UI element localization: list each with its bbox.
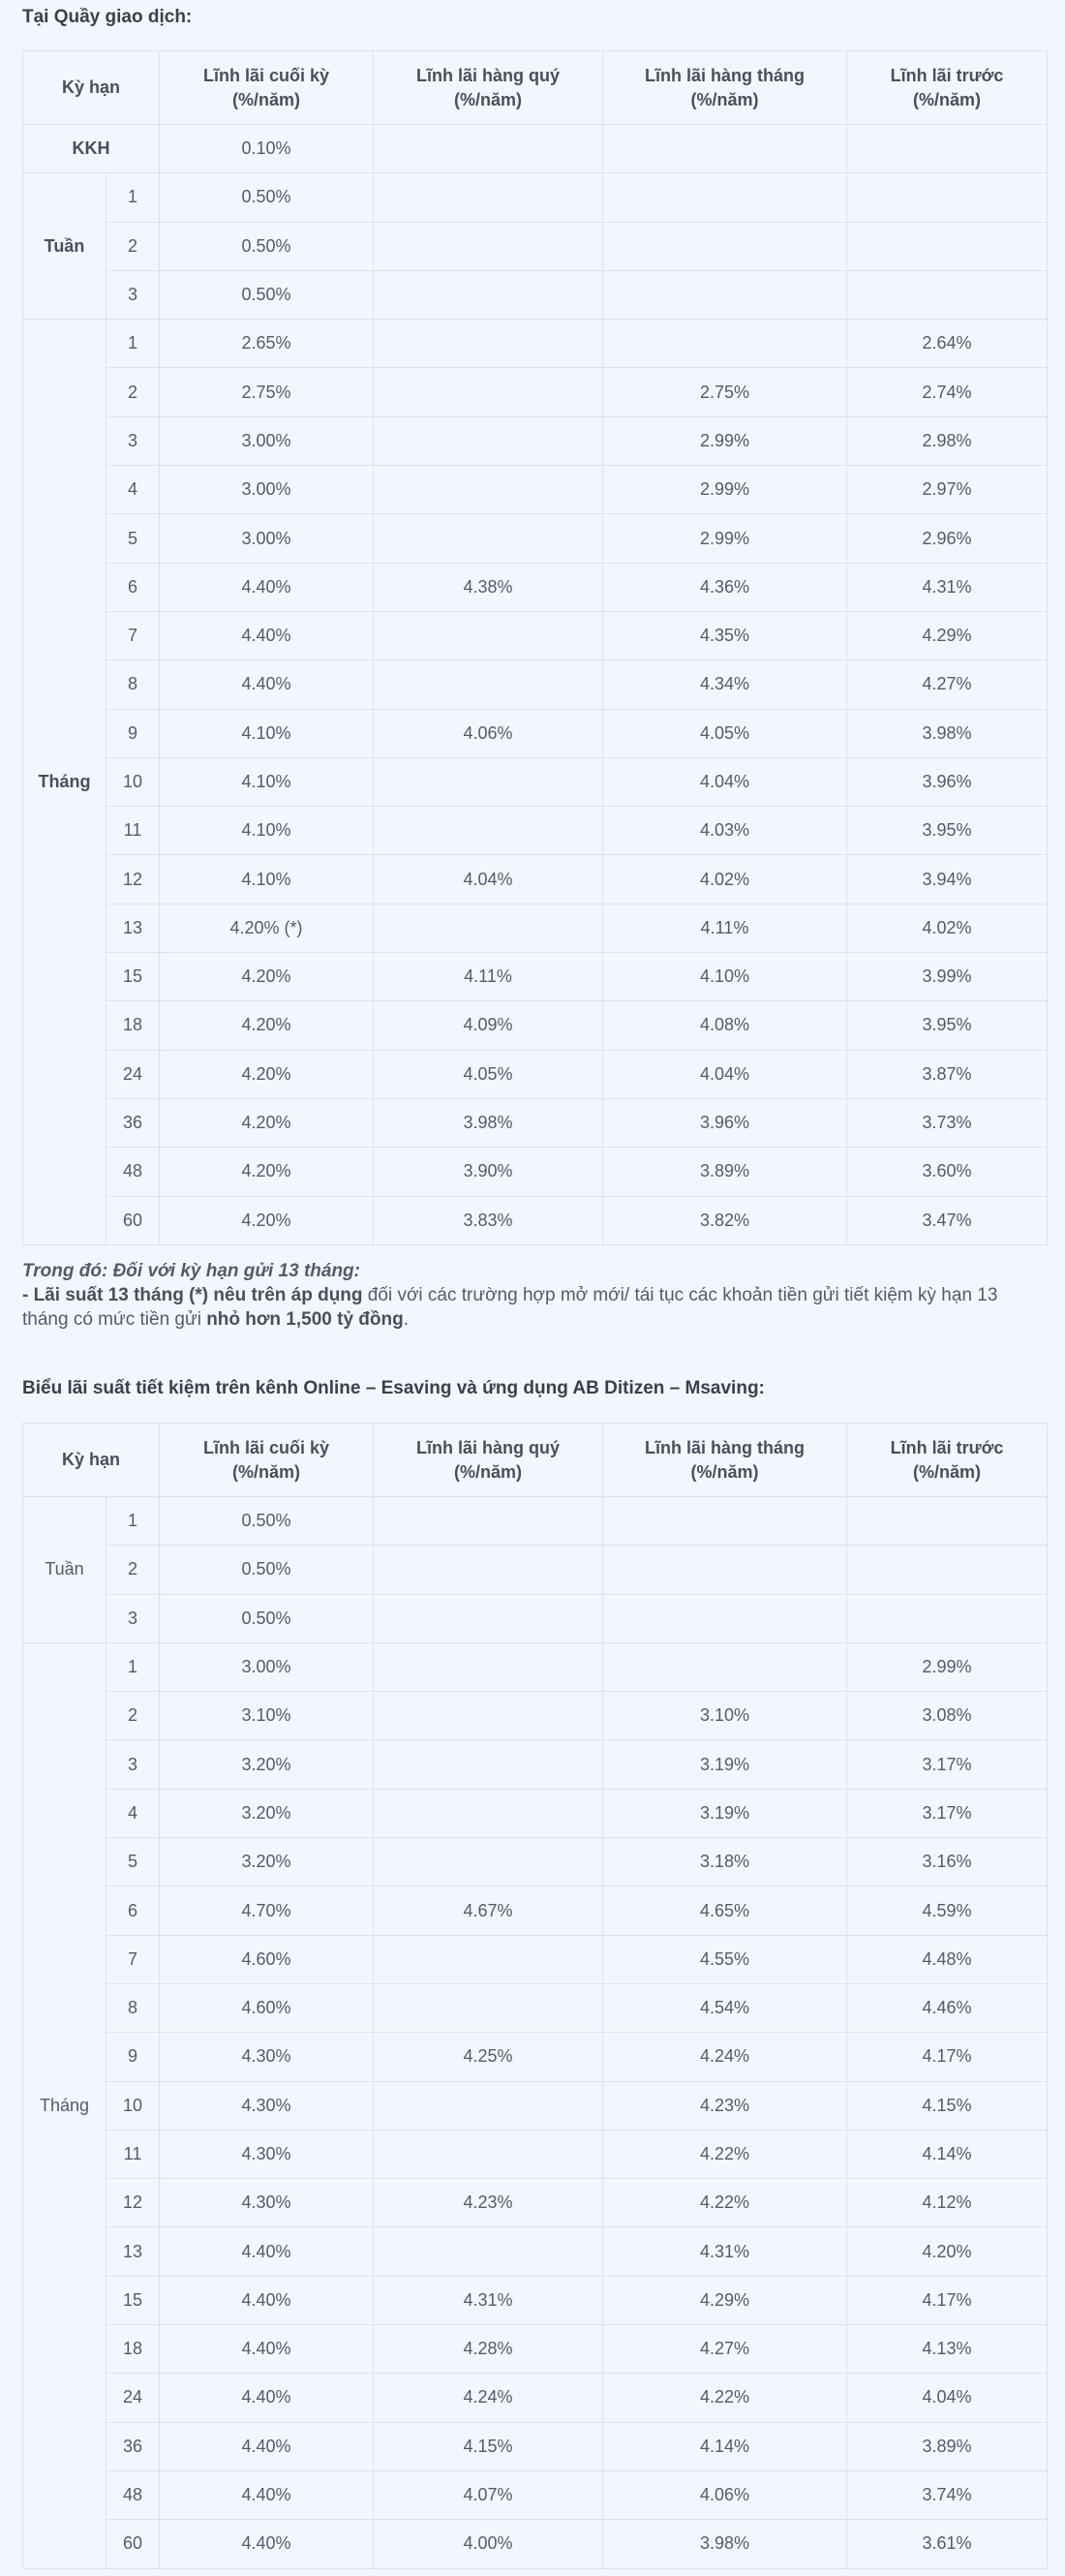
table-row [23, 611, 1048, 659]
cell-end: 2.75% [160, 368, 374, 416]
cell-prepaid: 3.60% [847, 1148, 1048, 1196]
cell-end: 4.40% [160, 2374, 374, 2422]
cell-term: 2 [106, 1546, 160, 1594]
cell-quarterly: 3.83% [374, 1196, 603, 1244]
cell-quarterly [374, 1594, 603, 1642]
cell-quarterly: 4.38% [374, 563, 603, 611]
table-row [23, 514, 1048, 563]
cell-prepaid [847, 125, 1048, 173]
cell-end: 4.30% [160, 2179, 374, 2227]
cell-prepaid [847, 1546, 1048, 1594]
cell-prepaid: 3.73% [847, 1098, 1048, 1147]
cell-quarterly: 4.00% [374, 2520, 603, 2568]
cell-end: 0.50% [160, 1594, 374, 1642]
cell-end: 4.20% [160, 953, 374, 1001]
cell-term: 13 [106, 2227, 160, 2276]
cell-prepaid: 4.17% [847, 2276, 1048, 2324]
header-monthly: Lĩnh lãi hàng tháng (%/năm) [603, 51, 847, 125]
cell-prepaid: 2.97% [847, 466, 1048, 514]
group-label: Tháng [23, 1642, 106, 2568]
cell-end: 4.30% [160, 2130, 374, 2178]
cell-quarterly [374, 1642, 603, 1691]
cell-prepaid: 3.17% [847, 1789, 1048, 1837]
cell-monthly [603, 125, 847, 173]
cell-prepaid: 4.20% [847, 2227, 1048, 2276]
cell-term: 2 [106, 222, 160, 270]
table-row [23, 1546, 1048, 1594]
cell-end: 4.30% [160, 2033, 374, 2081]
table-row [23, 416, 1048, 465]
cell-quarterly [374, 1789, 603, 1837]
table-row [23, 173, 1048, 222]
cell-term: 12 [106, 855, 160, 904]
cell-quarterly: 4.25% [374, 2033, 603, 2081]
cell-end: 3.00% [160, 514, 374, 563]
table-row [23, 563, 1048, 611]
cell-monthly: 4.14% [603, 2422, 847, 2470]
table-row [23, 660, 1048, 709]
online-rate-table [22, 1423, 1048, 2569]
cell-quarterly [374, 125, 603, 173]
cell-end: 4.20% [160, 1050, 374, 1098]
cell-prepaid: 4.17% [847, 2033, 1048, 2081]
table-row [23, 1692, 1048, 1740]
table-row [23, 1098, 1048, 1147]
cell-end: 4.10% [160, 807, 374, 855]
cell-quarterly [374, 1838, 603, 1886]
cell-prepaid: 4.04% [847, 2374, 1048, 2422]
cell-end: 0.50% [160, 222, 374, 270]
table-row [23, 709, 1048, 757]
cell-quarterly: 3.90% [374, 1148, 603, 1196]
cell-end: 4.20% (*) [160, 904, 374, 952]
note-13-month [22, 1259, 1049, 1332]
cell-end: 3.20% [160, 1789, 374, 1837]
cell-prepaid: 4.31% [847, 563, 1048, 611]
cell-monthly: 4.31% [603, 2227, 847, 2276]
table-row [23, 2081, 1048, 2130]
table-row [23, 1497, 1048, 1546]
cell-prepaid: 3.95% [847, 807, 1048, 855]
cell-quarterly: 4.15% [374, 2422, 603, 2470]
table-row [23, 1148, 1048, 1196]
cell-prepaid: 4.12% [847, 2179, 1048, 2227]
cell-term: 4 [106, 1789, 160, 1837]
cell-monthly: 3.82% [603, 1196, 847, 1244]
cell-prepaid: 4.15% [847, 2081, 1048, 2130]
cell-end: 4.40% [160, 660, 374, 709]
cell-quarterly [374, 660, 603, 709]
cell-monthly: 4.02% [603, 855, 847, 904]
cell-term: 2 [106, 368, 160, 416]
table-row [23, 757, 1048, 806]
cell-term: 13 [106, 904, 160, 952]
cell-prepaid: 2.74% [847, 368, 1048, 416]
note-title: Trong đó: Đối với kỳ hạn gửi 13 tháng: [22, 1261, 360, 1281]
cell-quarterly [374, 807, 603, 855]
cell-term: 9 [106, 709, 160, 757]
table-row [23, 270, 1048, 319]
cell-prepaid: 4.02% [847, 904, 1048, 952]
cell-end: 4.40% [160, 2276, 374, 2324]
table-row [23, 2033, 1048, 2081]
table-row [23, 1886, 1048, 1935]
header-quarterly: Lĩnh lãi hàng quý (%/năm) [374, 1424, 603, 1497]
table-row [23, 368, 1048, 416]
cell-monthly [603, 1642, 847, 1691]
cell-prepaid: 3.99% [847, 953, 1048, 1001]
group-label: Tuần [23, 173, 106, 320]
cell-term: 36 [106, 2422, 160, 2470]
cell-prepaid: 3.08% [847, 1692, 1048, 1740]
cell-quarterly [374, 1983, 603, 2032]
cell-monthly: 3.10% [603, 1692, 847, 1740]
counter-heading: Tại Quầy giao dịch: [22, 7, 193, 27]
cell-quarterly [374, 2130, 603, 2178]
cell-term: 36 [106, 1098, 160, 1147]
cell-quarterly [374, 173, 603, 222]
cell-prepaid [847, 270, 1048, 319]
cell-prepaid: 3.95% [847, 1001, 1048, 1050]
table-row [23, 2470, 1048, 2519]
header-prepaid: Lĩnh lãi trước (%/năm) [847, 1424, 1048, 1497]
cell-end: 4.40% [160, 2325, 374, 2374]
cell-monthly: 4.04% [603, 757, 847, 806]
cell-quarterly: 4.11% [374, 953, 603, 1001]
cell-term: 3 [106, 1594, 160, 1642]
cell-monthly: 4.22% [603, 2374, 847, 2422]
table-row [23, 855, 1048, 904]
cell-term: 15 [106, 953, 160, 1001]
cell-quarterly [374, 2227, 603, 2276]
cell-end: 4.60% [160, 1935, 374, 1983]
cell-term: 48 [106, 1148, 160, 1196]
cell-prepaid: 3.96% [847, 757, 1048, 806]
cell-monthly: 4.22% [603, 2179, 847, 2227]
cell-quarterly [374, 368, 603, 416]
cell-end: 3.20% [160, 1740, 374, 1789]
table-row [23, 953, 1048, 1001]
table-row [23, 2130, 1048, 2178]
cell-term: 9 [106, 2033, 160, 2081]
cell-term: 60 [106, 2520, 160, 2568]
cell-term: 11 [106, 2130, 160, 2178]
cell-quarterly [374, 1692, 603, 1740]
cell-monthly: 2.99% [603, 514, 847, 563]
cell-prepaid: 3.87% [847, 1050, 1048, 1098]
table-row [23, 1196, 1048, 1244]
cell-term: 18 [106, 1001, 160, 1050]
table-row [23, 2276, 1048, 2324]
cell-prepaid: 3.47% [847, 1196, 1048, 1244]
cell-end: 4.40% [160, 611, 374, 659]
cell-quarterly: 4.24% [374, 2374, 603, 2422]
table-row [23, 1050, 1048, 1098]
cell-monthly: 3.18% [603, 1838, 847, 1886]
cell-term: 15 [106, 2276, 160, 2324]
note-prefix: - Lãi suất 13 tháng (*) nêu trên áp dụng [22, 1285, 363, 1305]
cell-end: 4.20% [160, 1001, 374, 1050]
header-term: Kỳ hạn [23, 51, 160, 125]
cell-quarterly [374, 514, 603, 563]
cell-quarterly [374, 904, 603, 952]
cell-monthly: 4.10% [603, 953, 847, 1001]
cell-monthly [603, 173, 847, 222]
cell-monthly: 3.89% [603, 1148, 847, 1196]
cell-monthly: 3.96% [603, 1098, 847, 1147]
table-row [23, 1594, 1048, 1642]
cell-prepaid: 3.94% [847, 855, 1048, 904]
cell-monthly: 2.75% [603, 368, 847, 416]
cell-prepaid: 3.61% [847, 2520, 1048, 2568]
cell-monthly: 4.35% [603, 611, 847, 659]
cell-monthly: 4.04% [603, 1050, 847, 1098]
cell-quarterly: 4.04% [374, 855, 603, 904]
cell-term: 1 [106, 1642, 160, 1691]
cell-monthly: 3.98% [603, 2520, 847, 2568]
cell-term: 1 [106, 320, 160, 368]
cell-term: 3 [106, 270, 160, 319]
cell-term: 3 [106, 1740, 160, 1789]
cell-monthly: 4.03% [603, 807, 847, 855]
table-row [23, 1642, 1048, 1691]
cell-monthly [603, 270, 847, 319]
cell-end: 4.10% [160, 757, 374, 806]
table-row [23, 2227, 1048, 2276]
cell-quarterly [374, 222, 603, 270]
cell-end: 2.65% [160, 320, 374, 368]
cell-prepaid: 4.27% [847, 660, 1048, 709]
cell-end: 4.40% [160, 2227, 374, 2276]
group-label: Tuần [23, 1497, 106, 1643]
table-row [23, 222, 1048, 270]
cell-term: 11 [106, 807, 160, 855]
table-row [23, 466, 1048, 514]
cell-prepaid: 3.89% [847, 2422, 1048, 2470]
table-row [23, 125, 1048, 173]
cell-term: 1 [106, 1497, 160, 1546]
cell-end: 4.20% [160, 1148, 374, 1196]
cell-term: 7 [106, 1935, 160, 1983]
header-monthly: Lĩnh lãi hàng tháng (%/năm) [603, 1424, 847, 1497]
cell-term: 10 [106, 2081, 160, 2130]
cell-end: 3.00% [160, 416, 374, 465]
cell-monthly: 4.22% [603, 2130, 847, 2178]
header-end-of-term: Lĩnh lãi cuối kỳ (%/năm) [160, 51, 374, 125]
cell-quarterly: 3.98% [374, 1098, 603, 1147]
group-label: KKH [23, 125, 160, 173]
cell-prepaid: 4.59% [847, 1886, 1048, 1935]
table-row [23, 904, 1048, 952]
note-amount: nhỏ hơn 1,500 tỷ đồng [206, 1309, 404, 1330]
cell-end: 3.20% [160, 1838, 374, 1886]
cell-term: 6 [106, 563, 160, 611]
note-suffix: . [403, 1309, 410, 1330]
cell-end: 0.50% [160, 173, 374, 222]
cell-quarterly [374, 1740, 603, 1789]
cell-term: 8 [106, 660, 160, 709]
cell-monthly: 4.27% [603, 2325, 847, 2374]
table-row [23, 1983, 1048, 2032]
cell-quarterly: 4.31% [374, 2276, 603, 2324]
cell-term: 4 [106, 466, 160, 514]
cell-term: 10 [106, 757, 160, 806]
cell-quarterly [374, 1935, 603, 1983]
cell-end: 4.30% [160, 2081, 374, 2130]
cell-end: 4.60% [160, 1983, 374, 2032]
cell-quarterly: 4.28% [374, 2325, 603, 2374]
cell-quarterly [374, 757, 603, 806]
cell-quarterly [374, 466, 603, 514]
cell-prepaid: 2.64% [847, 320, 1048, 368]
cell-monthly: 4.54% [603, 1983, 847, 2032]
header-prepaid: Lĩnh lãi trước (%/năm) [847, 51, 1048, 125]
table-row [23, 2520, 1048, 2568]
cell-term: 48 [106, 2470, 160, 2519]
cell-prepaid: 4.14% [847, 2130, 1048, 2178]
cell-monthly: 3.19% [603, 1740, 847, 1789]
table-header-row [23, 1424, 1048, 1497]
cell-prepaid [847, 222, 1048, 270]
cell-term: 24 [106, 1050, 160, 1098]
cell-quarterly [374, 320, 603, 368]
cell-quarterly [374, 1546, 603, 1594]
header-end-of-term: Lĩnh lãi cuối kỳ (%/năm) [160, 1424, 374, 1497]
cell-prepaid: 3.17% [847, 1740, 1048, 1789]
cell-end: 4.40% [160, 2520, 374, 2568]
cell-prepaid: 3.74% [847, 2470, 1048, 2519]
cell-prepaid [847, 1497, 1048, 1546]
cell-quarterly [374, 1497, 603, 1546]
cell-prepaid: 4.13% [847, 2325, 1048, 2374]
table-row [23, 2374, 1048, 2422]
cell-monthly: 4.23% [603, 2081, 847, 2130]
cell-prepaid [847, 1594, 1048, 1642]
cell-prepaid: 2.96% [847, 514, 1048, 563]
cell-quarterly [374, 270, 603, 319]
cell-prepaid: 3.16% [847, 1838, 1048, 1886]
cell-end: 4.40% [160, 2470, 374, 2519]
table-row [23, 807, 1048, 855]
cell-end: 4.20% [160, 1098, 374, 1147]
table-row [23, 1935, 1048, 1983]
cell-term: 12 [106, 2179, 160, 2227]
cell-quarterly: 4.09% [374, 1001, 603, 1050]
table-row [23, 320, 1048, 368]
group-label: Tháng [23, 320, 106, 1245]
cell-monthly: 4.24% [603, 2033, 847, 2081]
cell-monthly: 3.19% [603, 1789, 847, 1837]
header-term: Kỳ hạn [23, 1424, 160, 1497]
table-row [23, 1001, 1048, 1050]
cell-quarterly: 4.06% [374, 709, 603, 757]
cell-monthly: 4.29% [603, 2276, 847, 2324]
cell-term: 2 [106, 1692, 160, 1740]
cell-quarterly: 4.23% [374, 2179, 603, 2227]
table-row [23, 1740, 1048, 1789]
cell-monthly: 4.08% [603, 1001, 847, 1050]
cell-monthly [603, 320, 847, 368]
table-row [23, 2422, 1048, 2470]
cell-monthly [603, 222, 847, 270]
cell-monthly: 4.65% [603, 1886, 847, 1935]
table-row [23, 1838, 1048, 1886]
cell-end: 3.10% [160, 1692, 374, 1740]
counter-rate-table [22, 50, 1048, 1245]
cell-end: 4.40% [160, 563, 374, 611]
cell-end: 4.10% [160, 709, 374, 757]
cell-monthly: 4.06% [603, 2470, 847, 2519]
cell-term: 24 [106, 2374, 160, 2422]
cell-term: 60 [106, 1196, 160, 1244]
cell-quarterly: 4.07% [374, 2470, 603, 2519]
cell-monthly: 4.55% [603, 1935, 847, 1983]
cell-quarterly [374, 416, 603, 465]
cell-monthly [603, 1497, 847, 1546]
header-quarterly: Lĩnh lãi hàng quý (%/năm) [374, 51, 603, 125]
cell-end: 4.10% [160, 855, 374, 904]
table-row [23, 2179, 1048, 2227]
cell-term: 6 [106, 1886, 160, 1935]
cell-term: 5 [106, 1838, 160, 1886]
cell-term: 3 [106, 416, 160, 465]
cell-term: 5 [106, 514, 160, 563]
cell-end: 0.50% [160, 1497, 374, 1546]
cell-end: 4.70% [160, 1886, 374, 1935]
cell-monthly: 2.99% [603, 466, 847, 514]
cell-monthly: 2.99% [603, 416, 847, 465]
cell-prepaid: 2.98% [847, 416, 1048, 465]
cell-monthly: 4.05% [603, 709, 847, 757]
table-header-row [23, 51, 1048, 125]
cell-monthly: 4.34% [603, 660, 847, 709]
cell-monthly [603, 1594, 847, 1642]
cell-monthly [603, 1546, 847, 1594]
cell-prepaid [847, 173, 1048, 222]
note-body [22, 1283, 1049, 1332]
cell-end: 3.00% [160, 466, 374, 514]
cell-prepaid: 4.48% [847, 1935, 1048, 1983]
cell-quarterly: 4.67% [374, 1886, 603, 1935]
cell-monthly: 4.11% [603, 904, 847, 952]
cell-end: 0.50% [160, 1546, 374, 1594]
table-row [23, 2325, 1048, 2374]
cell-prepaid: 4.46% [847, 1983, 1048, 2032]
online-heading: Biểu lãi suất tiết kiệm trên kênh Online – Esaving và ứng dụng AB Ditizen – Msaving: [22, 1378, 765, 1398]
cell-term: 18 [106, 2325, 160, 2374]
cell-term: 8 [106, 1983, 160, 2032]
cell-prepaid: 4.29% [847, 611, 1048, 659]
cell-end: 3.00% [160, 1642, 374, 1691]
table-row [23, 1789, 1048, 1837]
cell-end: 4.40% [160, 2422, 374, 2470]
cell-term: 1 [106, 173, 160, 222]
cell-end: 4.20% [160, 1196, 374, 1244]
cell-end: 0.10% [160, 125, 374, 173]
note-middle: đối với các trường hợp mở mới/ tái tục các khoản tiền gửi tiết kiệm kỳ hạn 13 tháng có mức tiền gửi [22, 1285, 998, 1330]
cell-prepaid: 3.98% [847, 709, 1048, 757]
cell-term: 7 [106, 611, 160, 659]
cell-prepaid: 2.99% [847, 1642, 1048, 1691]
cell-quarterly: 4.05% [374, 1050, 603, 1098]
cell-end: 0.50% [160, 270, 374, 319]
cell-quarterly [374, 611, 603, 659]
cell-monthly: 4.36% [603, 563, 847, 611]
cell-quarterly [374, 2081, 603, 2130]
